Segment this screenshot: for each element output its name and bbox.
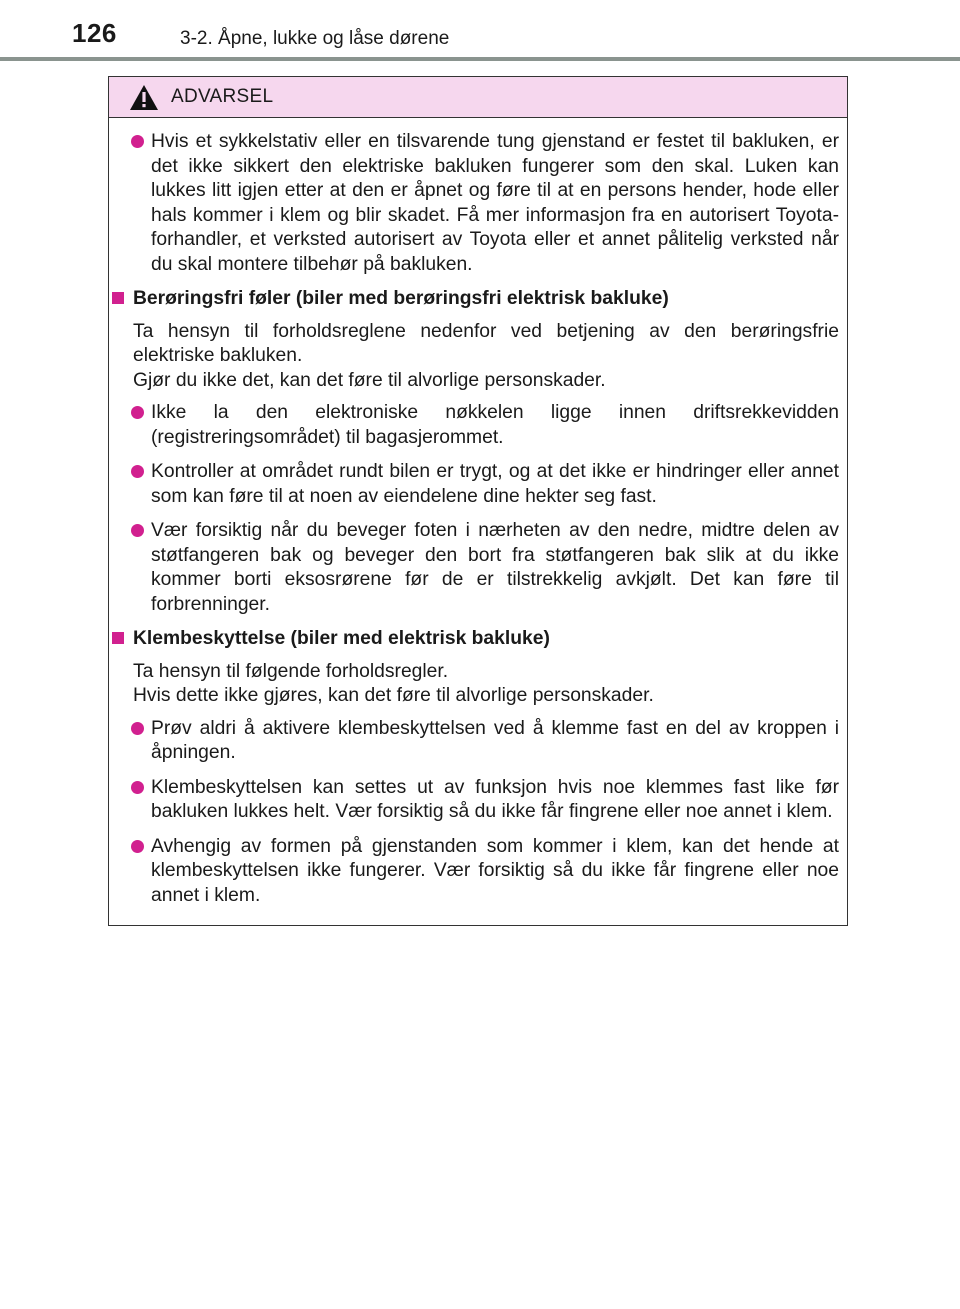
- bullet-item: [109, 401, 839, 450]
- bullet-dot-icon: [131, 722, 144, 735]
- paragraph-line: Hvis dette ikke gjøres, kan det føre til alvorlige personskader.: [133, 685, 654, 706]
- paragraph-line: Ta hensyn til forholdsreglene nedenfor ved betjening av den berøringsfrie elektriske bakluken.: [133, 320, 839, 366]
- bullet-dot-icon: [131, 406, 144, 419]
- bullet-item: [109, 519, 839, 617]
- bullet-dot-icon: [131, 135, 144, 148]
- bullet-text: Avhengig av formen på gjenstanden som kommer i klem, kan det hende at klembeskyttelsen ikke fungerer. Vær forsiktig så du ikke får fingrene eller noe annet i klem.: [151, 835, 839, 906]
- bullet-text: Ikke la den elektroniske nøkkelen ligge innen driftsrekkevidden (registreringsområdet) til bagasjerommet.: [151, 402, 839, 448]
- paragraph: [109, 320, 839, 394]
- bullet-text: Klembeskyttelsen kan settes ut av funksjon hvis noe klemmes fast like før bakluken lukkes helt. Vær forsiktig så du ikke får fingrene eller noe annet i klem.: [151, 776, 839, 822]
- bullet-item: [109, 776, 839, 825]
- subheading-text: Berøringsfri føler (biler med berøringsfri elektrisk bakluke): [133, 288, 669, 309]
- bullet-dot-icon: [131, 840, 144, 853]
- bullet-text: Prøv aldri å aktivere klembeskyttelsen ved å klemme fast en del av kroppen i åpningen.: [151, 717, 839, 763]
- paragraph-line: Ta hensyn til følgende forholdsregler.: [133, 660, 449, 682]
- warning-title: ADVARSEL: [171, 86, 274, 107]
- warning-header: [109, 77, 847, 118]
- header-rule: [0, 57, 960, 61]
- warning-box: [108, 76, 848, 926]
- subheading: [109, 287, 839, 312]
- bullet-dot-icon: [131, 524, 144, 537]
- bullet-text: Hvis et sykkelstativ eller en tilsvarende tung gjenstand er festet til bakluken, er det ikke sikkert den elektriske bakluken fungerer som den skal. Luken kan lukkes litt igjen etter at den er åpnet og føre til at en persons hender, hode eller hals kommer i klem og blir skadet. Få mer informasjon fra en autorisert Toyota-forhandler, et verksted autorisert av Toyota eller et annet pålitelig verksted når du skal montere tilbehør på bakluken.: [151, 131, 839, 275]
- bullet-item: [109, 460, 839, 509]
- warning-body: [109, 118, 847, 908]
- bullet-text: Kontroller at området rundt bilen er trygt, og at det ikke er hindringer eller annet som kan føre til at noen av eiendelene dine hekter seg fast.: [151, 461, 839, 507]
- paragraph-line: Gjør du ikke det, kan det føre til alvorlige personskader.: [133, 369, 606, 391]
- section-title: 3-2. Åpne, lukke og låse dørene: [180, 28, 450, 49]
- paragraph: [109, 660, 839, 709]
- bullet-dot-icon: [131, 781, 144, 794]
- square-bullet-icon: [112, 292, 124, 304]
- subheading: [109, 627, 839, 652]
- bullet-dot-icon: [131, 465, 144, 478]
- bullet-text: Vær forsiktig når du beveger foten i nærheten av den nedre, midtre delen av støtfangeren bak og beveger den bort fra støtfangeren bak slik at du ikke kommer borti eksosrørene før de er tilstrekkelig avkjølt. Det kan føre til forbrenninger.: [151, 520, 839, 615]
- page-number: 126: [72, 18, 117, 48]
- subheading-text: Klembeskyttelse (biler med elektrisk bakluke): [133, 628, 550, 649]
- page-header: [0, 0, 960, 60]
- square-bullet-icon: [112, 632, 124, 644]
- warning-triangle-icon: [129, 84, 159, 111]
- bullet-item: [109, 717, 839, 766]
- bullet-item: [109, 130, 839, 277]
- bullet-item: [109, 835, 839, 909]
